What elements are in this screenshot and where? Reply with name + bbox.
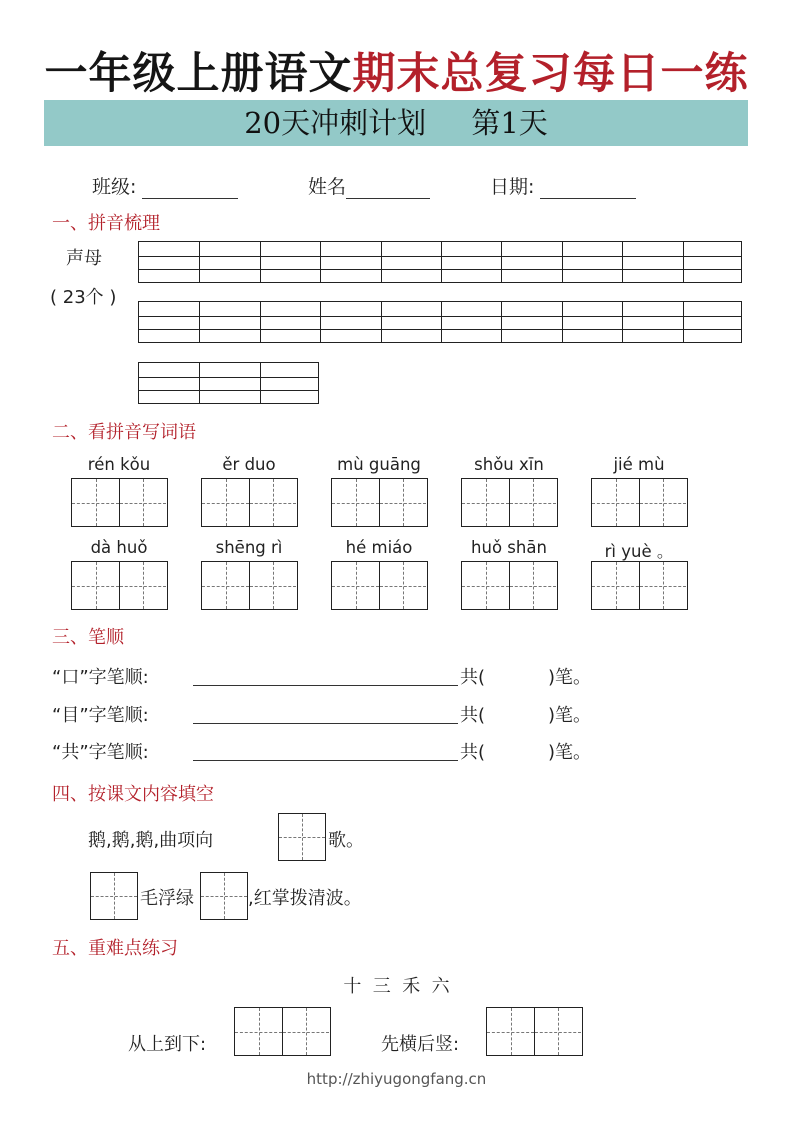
tianzige-cell[interactable] — [640, 562, 686, 609]
poem-line1-end: 歌。 — [328, 830, 364, 851]
banner-plan: 20天冲刺计划 — [244, 106, 427, 140]
name-blank[interactable] — [346, 180, 430, 199]
poem-line2-mid: 毛浮绿 — [140, 888, 194, 909]
section3-title: 三、笔顺 — [52, 627, 124, 648]
stroke-count-input[interactable] — [500, 738, 546, 760]
word-writing-boxes[interactable] — [331, 478, 428, 527]
title-part2: 期末总复习每日一练 — [352, 49, 749, 99]
tianzige-cell[interactable] — [510, 479, 556, 526]
poem-blank-2[interactable] — [90, 872, 138, 920]
pinyin-word: dà huǒ — [90, 538, 148, 557]
word-writing-boxes[interactable] — [71, 561, 168, 610]
order-heng-shu-label: 先横后竖: — [381, 1034, 460, 1055]
section1-title: 一、拼音梳理 — [52, 213, 160, 234]
stroke-order-blank[interactable] — [193, 723, 458, 724]
tianzige-cell[interactable] — [380, 479, 426, 526]
page-title — [0, 46, 793, 102]
tianzige-cell[interactable] — [332, 562, 380, 609]
date-field — [490, 172, 636, 199]
pinyin-word: ěr duo — [222, 455, 276, 474]
pinyin-word: rén kǒu — [87, 455, 151, 474]
shengmu-grid-row1[interactable] — [138, 241, 742, 283]
stroke-order-label: “共”字笔顺: — [52, 742, 149, 763]
shengmu-grid-row2[interactable] — [138, 301, 742, 343]
tianzige-cell[interactable] — [72, 479, 120, 526]
section4-title: 四、按课文内容填空 — [52, 784, 214, 805]
class-blank[interactable] — [142, 180, 238, 199]
name-field — [308, 172, 430, 199]
pinyin-word: huǒ shān — [471, 538, 547, 557]
name-label: 姓名 — [308, 176, 347, 198]
stroke-count-suffix: )笔。 — [548, 742, 592, 763]
class-field — [92, 172, 238, 199]
practice-chars: 十 三 禾 六 — [343, 976, 450, 997]
word-writing-boxes[interactable] — [461, 478, 558, 527]
stroke-count-suffix: )笔。 — [548, 705, 592, 726]
poem-blank-3[interactable] — [200, 872, 248, 920]
tianzige-cell[interactable] — [462, 479, 510, 526]
stroke-count-suffix: )笔。 — [548, 667, 592, 688]
word-writing-boxes[interactable] — [461, 561, 558, 610]
pinyin-word: shēng rì — [215, 538, 283, 557]
date-blank[interactable] — [540, 180, 636, 199]
pinyin-word: shǒu xīn — [474, 455, 544, 474]
shengmu-grid-row3[interactable] — [138, 362, 319, 404]
tianzige-cell[interactable] — [250, 562, 296, 609]
section5-title: 五、重难点练习 — [52, 938, 178, 959]
tianzige-cell[interactable] — [640, 479, 686, 526]
poem-line2-end: ,红掌拨清波。 — [248, 888, 362, 909]
tianzige-cell[interactable] — [462, 562, 510, 609]
tianzige-cell[interactable] — [202, 479, 250, 526]
poem-blank-1[interactable] — [278, 813, 326, 861]
word-writing-boxes[interactable] — [591, 478, 688, 527]
stroke-order-blank[interactable] — [193, 685, 458, 686]
word-writing-boxes[interactable] — [201, 478, 298, 527]
stroke-order-label: “目”字笔顺: — [52, 705, 149, 726]
banner-day: 第1天 — [471, 106, 548, 140]
tianzige-cell[interactable] — [592, 562, 640, 609]
footer-url[interactable]: http://zhiyugongfang.cn — [306, 1070, 487, 1088]
stroke-count-input[interactable] — [500, 701, 546, 723]
tianzige-cell[interactable] — [120, 562, 166, 609]
word-writing-boxes[interactable] — [201, 561, 298, 610]
date-label: 日期: — [490, 176, 535, 198]
tianzige-cell[interactable] — [72, 562, 120, 609]
tianzige-cell[interactable] — [592, 479, 640, 526]
stroke-count-prefix: 共( — [460, 705, 486, 726]
poem-line1-text: 鹅,鹅,鹅,曲项向 — [88, 830, 214, 851]
section2-title: 二、看拼音写词语 — [52, 422, 196, 443]
title-part1: 一年级上册语文 — [44, 49, 353, 99]
pinyin-word: rì yuè 。 — [604, 542, 674, 561]
stroke-count-prefix: 共( — [460, 667, 486, 688]
word-writing-boxes[interactable] — [331, 561, 428, 610]
tianzige-cell[interactable] — [510, 562, 556, 609]
tianzige-cell[interactable] — [120, 479, 166, 526]
order-heng-shu-boxes[interactable] — [486, 1007, 583, 1056]
stroke-count-input[interactable] — [500, 663, 546, 685]
word-writing-boxes[interactable] — [591, 561, 688, 610]
shengmu-label: 声母 — [66, 248, 102, 269]
pinyin-word: hé miáo — [345, 538, 413, 557]
tianzige-cell[interactable] — [202, 562, 250, 609]
stroke-count-prefix: 共( — [460, 742, 486, 763]
tianzige-cell[interactable] — [332, 479, 380, 526]
class-label: 班级: — [92, 176, 137, 198]
pinyin-word: jié mù — [613, 455, 665, 474]
tianzige-cell[interactable] — [380, 562, 426, 609]
shengmu-count: ( 23个 ) — [50, 287, 117, 308]
order-top-bottom-label: 从上到下: — [128, 1034, 207, 1055]
word-writing-boxes[interactable] — [71, 478, 168, 527]
stroke-order-label: “口”字笔顺: — [52, 667, 149, 688]
plan-banner — [44, 100, 748, 146]
order-top-bottom-boxes[interactable] — [234, 1007, 331, 1056]
tianzige-cell[interactable] — [250, 479, 296, 526]
pinyin-word: mù guāng — [337, 455, 421, 474]
stroke-order-blank[interactable] — [193, 760, 458, 761]
